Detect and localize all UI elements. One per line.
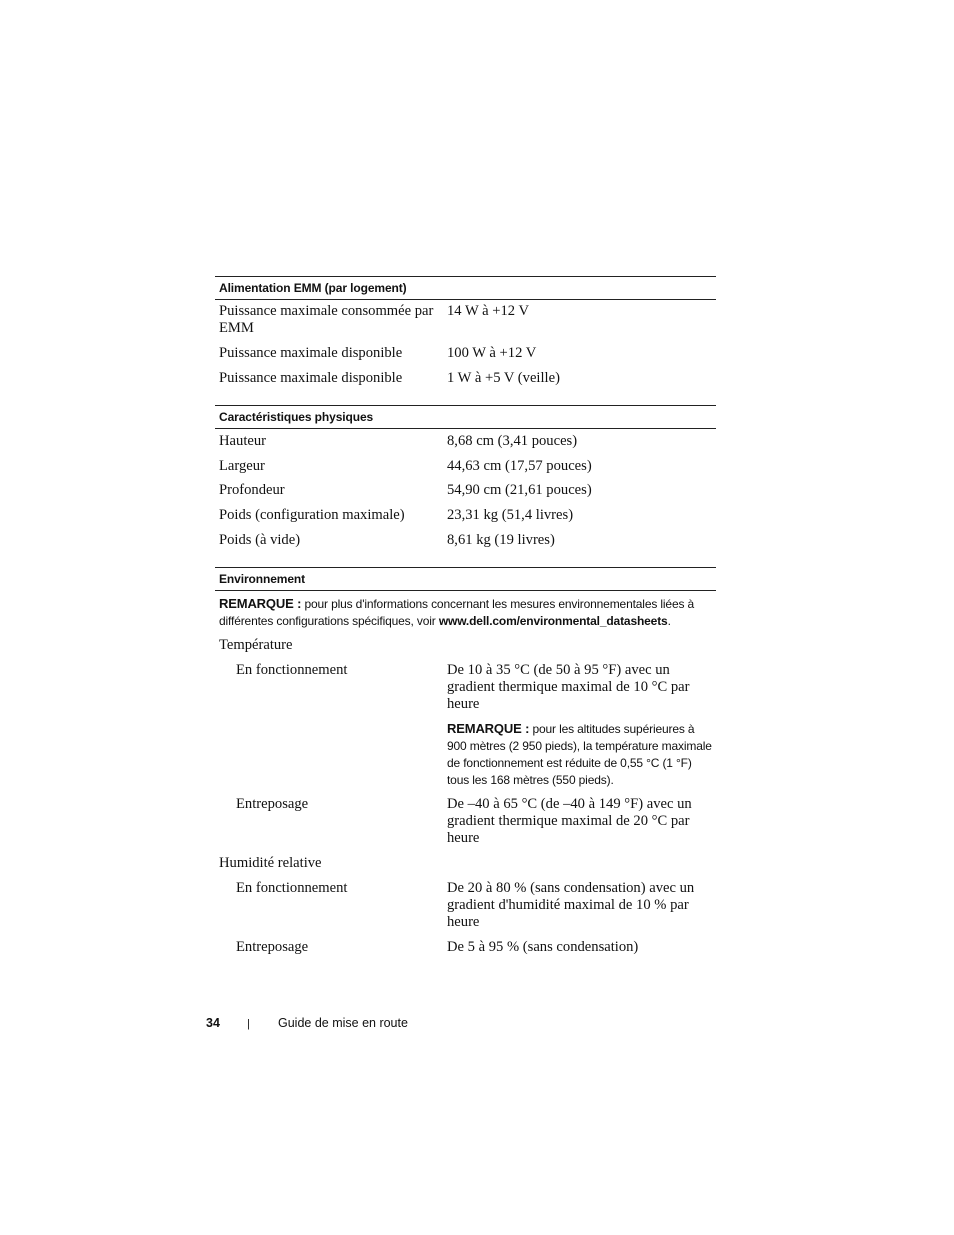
physical-row-value: 8,61 kg (19 livres) — [447, 532, 555, 548]
temperature-storage-label: Entreposage — [236, 796, 309, 812]
section-header-emm: Alimentation EMM (par logement) — [215, 276, 716, 300]
humidity-operating-label: En fonctionnement — [236, 880, 348, 896]
physical-row-value: 44,63 cm (17,57 pouces) — [447, 458, 592, 474]
section-header-physical: Caractéristiques physiques — [215, 405, 716, 429]
note-label: REMARQUE : — [219, 596, 302, 611]
emm-row-label: Puissance maximale consommée par EMM — [219, 303, 434, 336]
footer-title: Guide de mise en route — [278, 1016, 408, 1030]
environment-note — [219, 595, 719, 630]
humidity-storage-label: Entreposage — [236, 939, 309, 955]
emm-row-value: 100 W à +12 V — [447, 345, 537, 361]
section-header-environment: Environnement — [215, 567, 716, 591]
physical-row-label: Largeur — [219, 458, 265, 474]
physical-row-label: Hauteur — [219, 433, 267, 449]
datasheets-link[interactable]: www.dell.com/environmental_datasheets — [438, 614, 668, 628]
note-label: REMARQUE : — [447, 721, 530, 736]
physical-row-value: 23,31 kg (51,4 livres) — [447, 507, 574, 523]
physical-row-label: Poids (configuration maximale) — [219, 507, 405, 523]
temperature-operating-value: De 10 à 35 °C (de 50 à 95 °F) avec un gradient thermique maximal de 10 °C par heure — [447, 662, 690, 712]
humidity-operating-value: De 20 à 80 % (sans condensation) avec un gradient d'humidité maximal de 10 % par heure — [447, 880, 695, 930]
page-number: 34 — [206, 1016, 220, 1030]
temperature-operating-note — [447, 720, 715, 789]
note-text: pour plus d'informations concernant les mesures environnementales liées à différentes configurations spécifiques, voir — [219, 597, 695, 628]
humidity-label: Humidité relative — [219, 855, 322, 871]
emm-row-label: Puissance maximale disponible — [219, 345, 403, 361]
emm-row-value: 1 W à +5 V (veille) — [447, 370, 560, 386]
humidity-storage-value: De 5 à 95 % (sans condensation) — [447, 939, 639, 955]
emm-row-value: 14 W à +12 V — [447, 303, 530, 319]
temperature-storage-value: De –40 à 65 °C (de –40 à 149 °F) avec un gradient thermique maximal de 20 °C par heure — [447, 796, 692, 846]
temperature-operating-label: En fonctionnement — [236, 662, 348, 678]
physical-row-value: 8,68 cm (3,41 pouces) — [447, 433, 578, 449]
footer-separator: | — [247, 1018, 250, 1030]
physical-row-label: Poids (à vide) — [219, 532, 301, 548]
note-text: pour les altitudes supérieures à 900 mètres (2 950 pieds), la température maximale de fonctionnement est réduite de 0,55 °C (1 °F) tous les 168 mètres (550 pieds). — [447, 722, 712, 787]
note-end: . — [667, 614, 671, 628]
emm-row-label: Puissance maximale disponible — [219, 370, 403, 386]
temperature-label: Température — [219, 637, 293, 653]
physical-row-label: Profondeur — [219, 482, 285, 498]
physical-row-value: 54,90 cm (21,61 pouces) — [447, 482, 592, 498]
